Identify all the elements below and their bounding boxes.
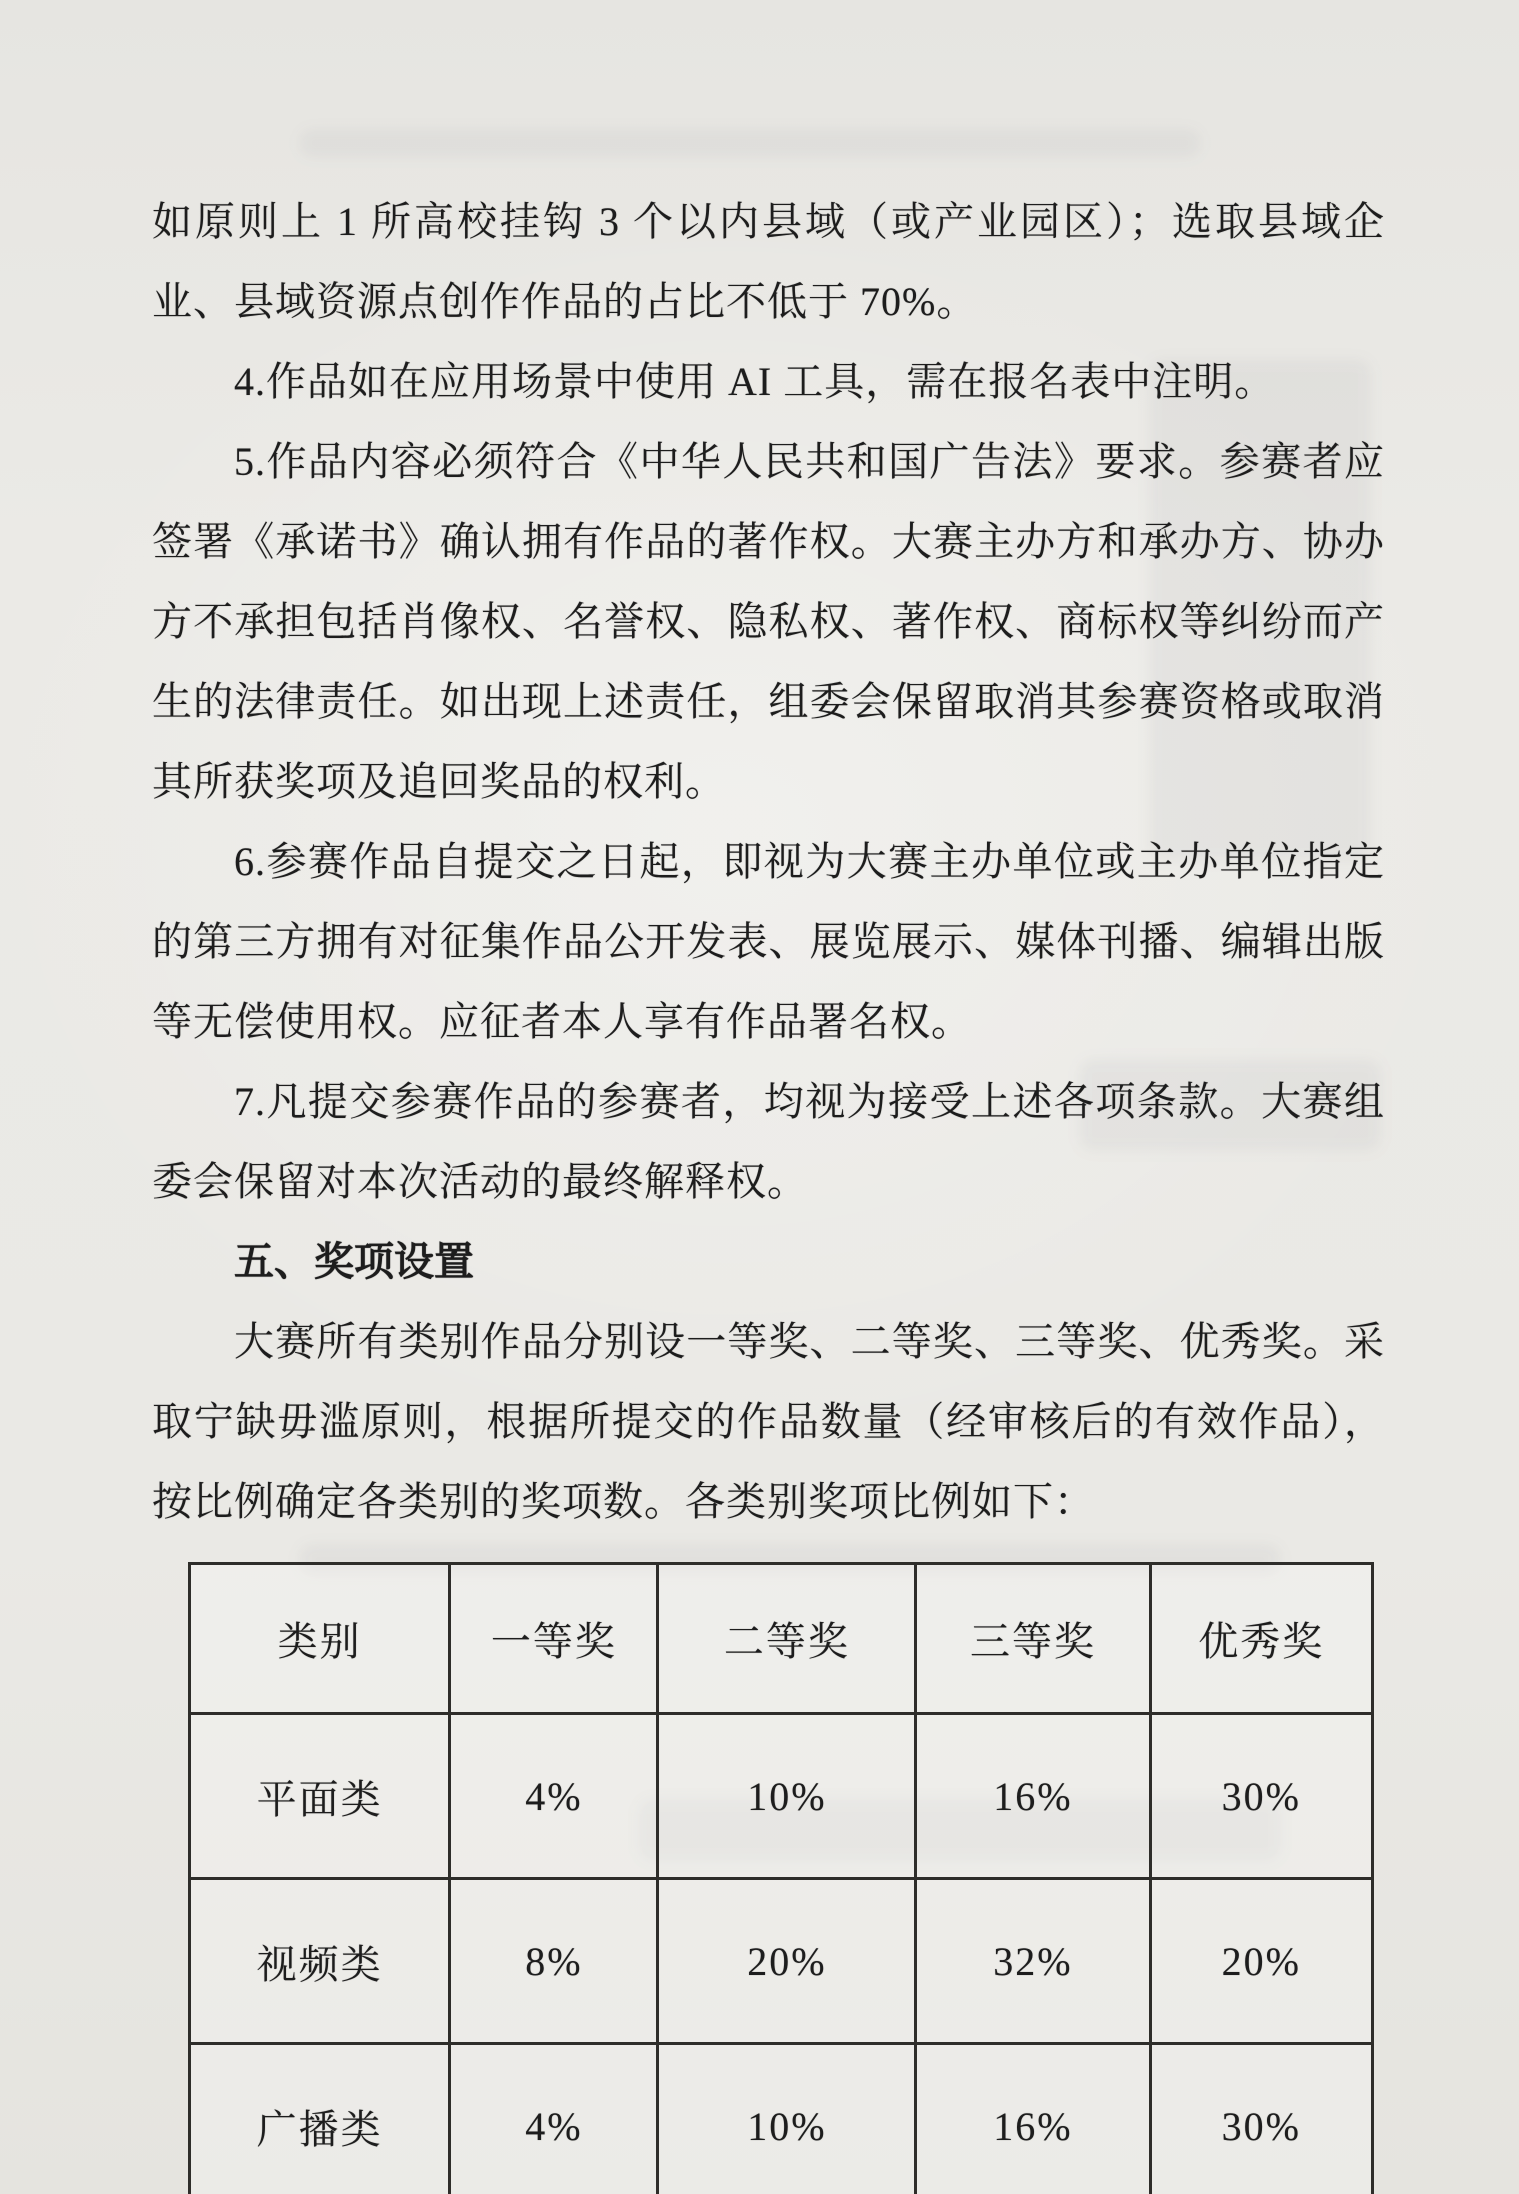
table-cell-value: 32%	[916, 1879, 1150, 2044]
section-heading-awards: 五、奖项设置	[234, 1239, 474, 1284]
paragraph-rule-7-acceptance: 7.凡提交参赛作品的参赛者，均视为接受上述各项条款。大赛组委会保留对本次活动的最终解释权。	[152, 1079, 1385, 1204]
table-cell-value: 10%	[658, 2044, 916, 2194]
table-cell-category: 视频类	[190, 1879, 450, 2044]
table-header-second-prize: 二等奖	[658, 1564, 916, 1714]
table-cell-value: 16%	[916, 2044, 1150, 2194]
paragraph-awards-intro: 大赛所有类别作品分别设一等奖、二等奖、三等奖、优秀奖。采取宁缺毋滥原则，根据所提交的作品数量（经审核后的有效作品），按比例确定各类别的奖项数。各类别奖项比例如下：	[152, 1319, 1385, 1524]
paragraph-county-rule-continuation: 如原则上 1 所高校挂钩 3 个以内县域（或产业园区）；选取县域企业、县域资源点创作作品的占比不低于 70%。	[152, 199, 1385, 324]
table-row-radio	[190, 2044, 1373, 2194]
paragraph-rule-6-usage-rights: 6.参赛作品自提交之日起，即视为大赛主办单位或主办单位指定的第三方拥有对征集作品公开发表、展览展示、媒体刊播、编辑出版等无偿使用权。应征者本人享有作品署名权。	[152, 839, 1385, 1044]
table-cell-value: 4%	[450, 2044, 658, 2194]
table-cell-value: 30%	[1150, 1714, 1372, 1879]
table-header-row	[190, 1564, 1373, 1714]
table-row-video	[190, 1879, 1373, 2044]
table-header-merit-prize: 优秀奖	[1150, 1564, 1372, 1714]
table-header-category: 类别	[190, 1564, 450, 1714]
table-cell-value: 10%	[658, 1714, 916, 1879]
table-cell-value: 16%	[916, 1714, 1150, 1879]
awards-ratio-table	[188, 1562, 1374, 2194]
table-row-print	[190, 1714, 1373, 1879]
table-cell-value: 30%	[1150, 2044, 1372, 2194]
document-body	[152, 182, 1385, 2194]
table-cell-category: 平面类	[190, 1714, 450, 1879]
paragraph-rule-5-copyright: 5.作品内容必须符合《中华人民共和国广告法》要求。参赛者应签署《承诺书》确认拥有作品的著作权。大赛主办方和承办方、协办方不承担包括肖像权、名誉权、隐私权、著作权、商标权等纠纷而产生的法律责任。如出现上述责任，组委会保留取消其参赛资格或取消其所获奖项及追回奖品的权利。	[152, 439, 1385, 804]
table-cell-category: 广播类	[190, 2044, 450, 2194]
paragraph-rule-4-ai-tools: 4.作品如在应用场景中使用 AI 工具，需在报名表中注明。	[234, 359, 1276, 404]
scan-artifact	[300, 130, 1200, 156]
table-cell-value: 8%	[450, 1879, 658, 2044]
table-cell-value: 4%	[450, 1714, 658, 1879]
table-cell-value: 20%	[1150, 1879, 1372, 2044]
table-header-first-prize: 一等奖	[450, 1564, 658, 1714]
table-header-third-prize: 三等奖	[916, 1564, 1150, 1714]
table-cell-value: 20%	[658, 1879, 916, 2044]
